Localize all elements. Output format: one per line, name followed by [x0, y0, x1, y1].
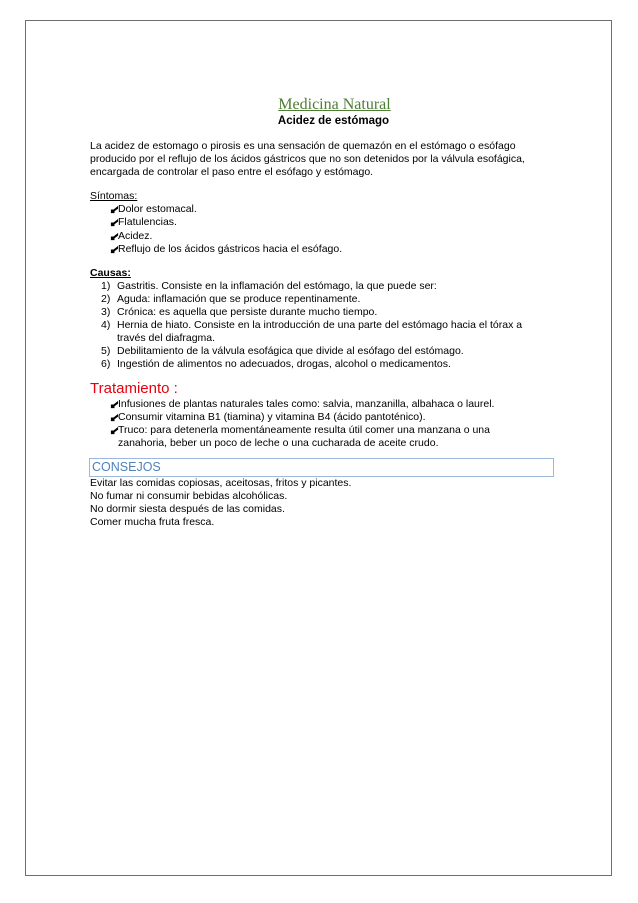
checkmark-bullet-icon	[110, 205, 119, 214]
consejo-line: No fumar ni consumir bebidas alcohólicas.	[90, 489, 288, 502]
causa-text: Gastritis. Consiste en la inflamación del estómago, la que puede ser:	[117, 279, 437, 292]
list-number: 2)	[101, 292, 111, 305]
consejo-line: Comer mucha fruta fresca.	[90, 516, 215, 529]
intro-paragraph	[90, 140, 565, 179]
tratamiento-text: Infusiones de plantas naturales tales como: salvia, manzanilla, albahaca o laurel.	[118, 397, 495, 410]
checkmark-bullet-icon	[110, 218, 119, 227]
causa-text: Crónica: es aquella que persiste durante mucho tiempo.	[117, 306, 378, 319]
list-number: 4)	[101, 319, 111, 332]
list-item	[90, 424, 565, 450]
list-number: 1)	[101, 279, 111, 292]
document-content	[90, 96, 565, 529]
checkmark-bullet-icon	[110, 413, 119, 422]
list-number: 6)	[101, 358, 111, 371]
sintoma-text: Acidez.	[118, 229, 153, 242]
tratamiento-text: zanahoria, beber un poco de leche o una cucharada de aceite crudo.	[118, 436, 439, 449]
consejos-list	[90, 477, 565, 529]
tratamiento-list	[90, 398, 565, 450]
list-item	[90, 243, 565, 256]
checkmark-bullet-icon	[110, 245, 119, 254]
checkmark-bullet-icon	[110, 426, 119, 435]
sintoma-text: Reflujo de los ácidos gástricos hacia el esófago.	[118, 242, 343, 255]
sintomas-heading: Síntomas:	[90, 190, 138, 203]
checkmark-bullet-icon	[110, 400, 119, 409]
causa-text: Ingestión de alimentos no adecuados, drogas, alcohol o medicamentos.	[117, 358, 451, 371]
consejo-line: Evitar las comidas copiosas, aceitosas, fritos y picantes.	[90, 476, 352, 489]
causas-heading: Causas:	[90, 266, 131, 279]
intro-line: La acidez de estomago o pirosis es una sensación de quemazón en el estómago o esófago	[90, 140, 516, 152]
checkmark-bullet-icon	[110, 232, 119, 241]
list-item	[90, 398, 565, 411]
list-item	[90, 345, 565, 358]
list-item	[90, 216, 565, 229]
list-item	[90, 230, 565, 243]
tratamiento-text: Truco: para detenerla momentáneamente resulta útil comer una manzana o una	[118, 423, 490, 436]
intro-line: producido por el reflujo de los ácidos gástricos que no son detenidos por la válvula esofágica,	[90, 153, 525, 166]
list-number: 5)	[101, 345, 111, 358]
list-item	[90, 280, 565, 293]
list-item	[90, 306, 565, 319]
causas-list	[90, 280, 565, 372]
causa-text: Aguda: inflamación que se produce repentinamente.	[117, 292, 361, 305]
causa-text: Hernia de hiato. Consiste en la introducción de una parte del estómago hacia el tórax a	[117, 319, 523, 332]
list-item	[90, 358, 565, 371]
sintoma-text: Flatulencias.	[118, 216, 177, 229]
consejos-heading: CONSEJOS	[89, 458, 554, 477]
tratamiento-text: Consumir vitamina B1 (tiamina) y vitamina B4 (ácido pantoténico).	[118, 410, 426, 423]
causa-text: Debilitamiento de la válvula esofágica que divide al esófago del estómago.	[117, 345, 464, 358]
list-item	[90, 203, 565, 216]
causa-text: través del diafragma.	[117, 332, 216, 345]
document-page	[25, 20, 612, 876]
list-number: 3)	[101, 306, 111, 319]
document-title: Medicina Natural	[278, 96, 391, 113]
sintoma-text: Dolor estomacal.	[118, 203, 197, 216]
list-item	[90, 293, 565, 306]
consejo-line: No dormir siesta después de las comidas.	[90, 503, 285, 516]
intro-line: encargada de controlar el paso entre el esófago y estómago.	[90, 166, 374, 179]
document-subtitle: Acidez de estómago	[277, 115, 390, 127]
list-item	[90, 319, 565, 345]
list-item	[90, 411, 565, 424]
sintomas-list	[90, 203, 565, 255]
tratamiento-heading: Tratamiento :	[90, 379, 178, 397]
